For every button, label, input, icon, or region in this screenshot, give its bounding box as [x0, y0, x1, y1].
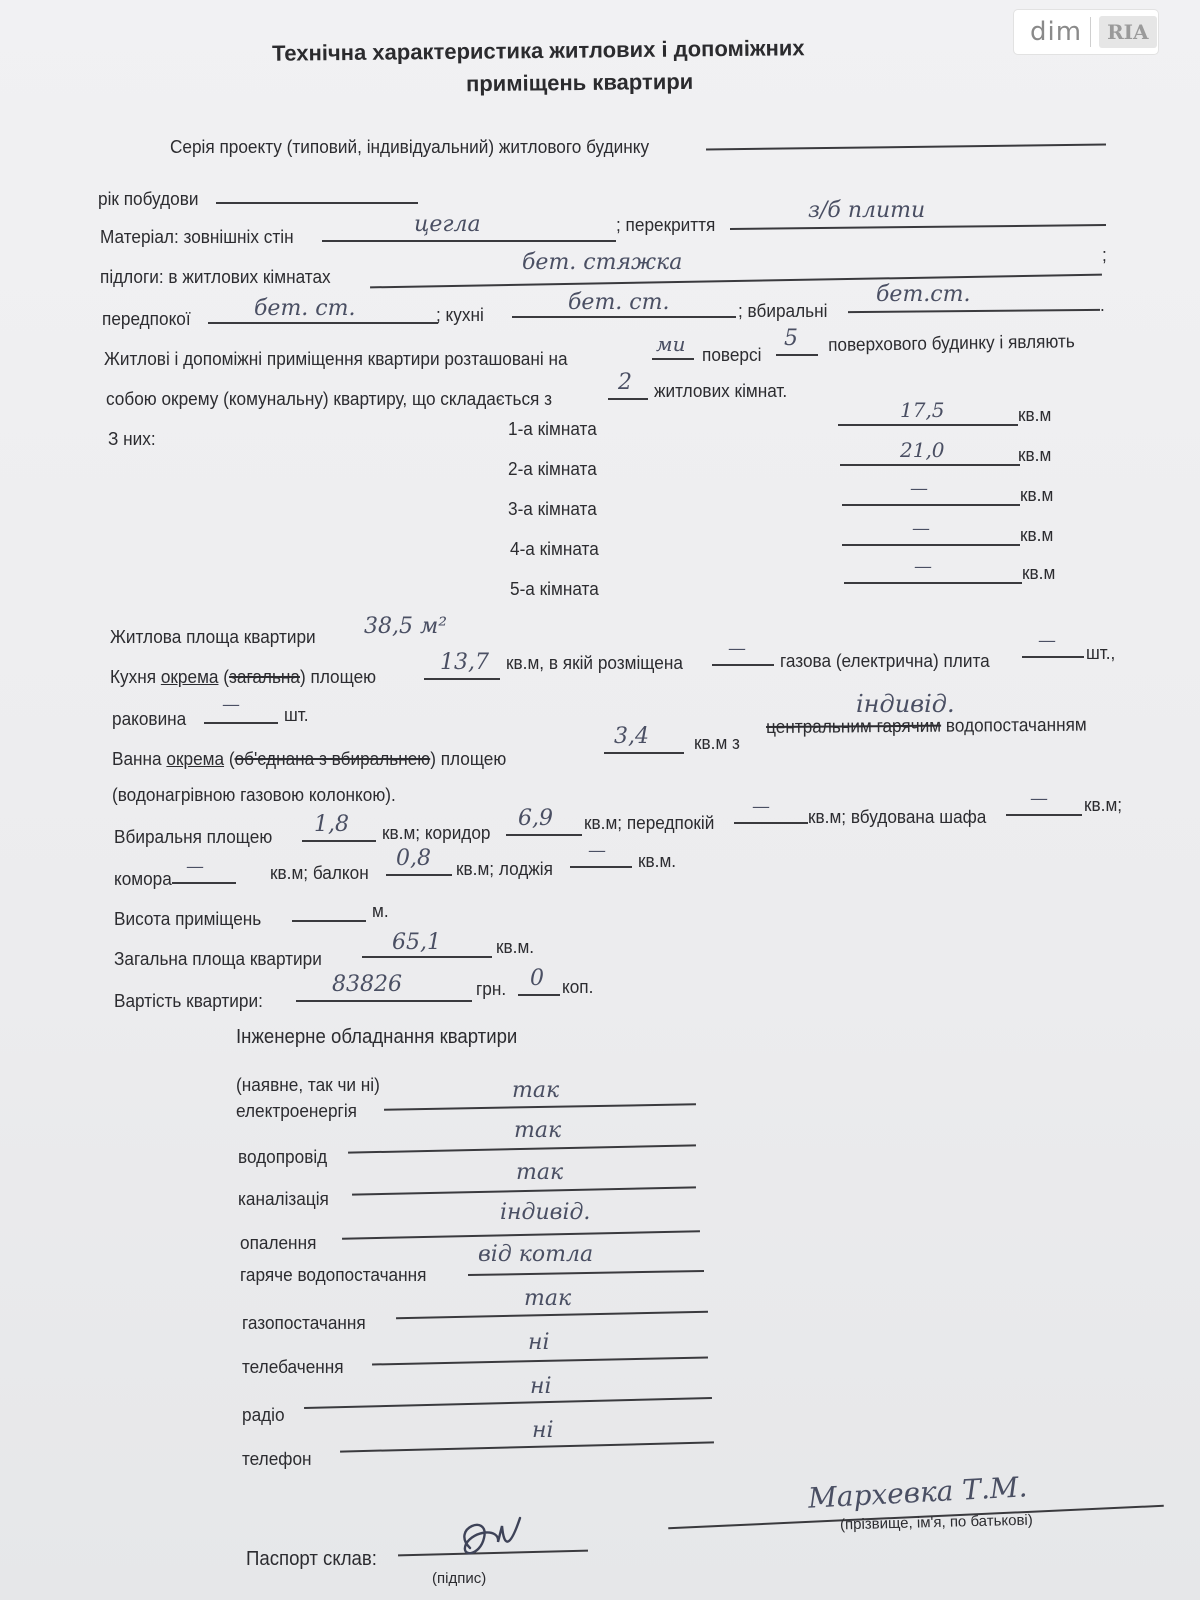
sink-value: — — [222, 694, 240, 715]
engineering-item-radio-line — [304, 1397, 712, 1408]
engineering-item-sewerage-label: каналізація — [238, 1188, 329, 1209]
room-2-value: 21,0 — [900, 438, 945, 462]
pantry-value: — — [186, 856, 204, 877]
rooms-of-them-label: З них: — [108, 428, 156, 449]
room-5-unit: кв.м — [1022, 562, 1056, 583]
living-area-label: Житлова площа квартири — [110, 626, 316, 647]
bath-area-value: 3,4 — [614, 724, 649, 749]
loggia-line — [570, 866, 632, 868]
toilet-area-label: Вбиральня площею — [114, 826, 273, 847]
room-3-unit: кв.м — [1020, 484, 1054, 505]
stove-value: — — [728, 638, 746, 659]
loggia-unit: кв.м. — [638, 850, 677, 871]
rooms-count-line — [608, 398, 648, 400]
document-title-line1: Технічна характеристика житлових і допоміжних — [271, 35, 805, 66]
engineering-item-sewerage-value: так — [516, 1160, 564, 1185]
sink-line — [204, 722, 278, 724]
engineering-item-radio-label: радіо — [242, 1404, 285, 1425]
hall-material-value: бет. ст. — [254, 296, 356, 321]
total-area-line — [362, 956, 492, 958]
ceiling-material-label: ; перекриття — [616, 214, 716, 235]
wardrobe-value: — — [1030, 788, 1048, 809]
engineering-item-phone-label: телефон — [242, 1448, 312, 1469]
engineering-item-tv-line — [372, 1356, 708, 1365]
kitchen-text-1: Кухня окрема (загальна) площею — [110, 666, 377, 687]
signature-caption: (підпис) — [432, 1570, 487, 1587]
floors-material-line — [370, 274, 1102, 288]
kitchen-area-value: 13,7 — [440, 650, 489, 675]
walls-material-label: Матеріал: зовнішніх стін — [100, 226, 294, 247]
engineering-item-tv-value: ні — [528, 1330, 550, 1355]
kitchen-text-4: газова (електрична) плита — [780, 650, 990, 671]
bath-area-line — [604, 752, 684, 754]
compiled-by-label: Паспорт склав: — [246, 1548, 377, 1570]
kitchen-area-prefix: площею — [310, 666, 377, 687]
stove-line — [712, 664, 774, 666]
bath-note-value: індивід. — [856, 690, 955, 718]
bath-text-3: кв.м з — [694, 732, 740, 753]
engineering-item-gas-label: газопостачання — [242, 1312, 366, 1333]
dim-ria-logo[interactable] — [1014, 10, 1158, 54]
engineering-item-hot-water-line — [468, 1270, 704, 1276]
bath-combined-word: об'єднана з вбиральнею — [234, 748, 431, 769]
engineering-item-water-value: так — [514, 1118, 562, 1143]
full-name-value: Мархевка Т.М. — [807, 1470, 1029, 1515]
loggia-label: кв.м; лоджія — [456, 858, 553, 879]
stove-count-line — [1022, 656, 1084, 658]
engineering-item-radio-value: ні — [530, 1374, 552, 1399]
signature-mark — [440, 1508, 530, 1572]
total-area-unit: кв.м. — [496, 936, 535, 957]
cost-kop-line — [518, 994, 560, 996]
engineering-item-electricity-label: електроенергія — [236, 1100, 357, 1121]
room-5-value: — — [914, 556, 932, 577]
room-2-line — [840, 464, 1020, 466]
kitchen-text-5: шт., — [1086, 642, 1116, 663]
engineering-item-water-line — [348, 1144, 696, 1153]
room-2-unit: кв.м — [1018, 444, 1052, 465]
toilet-area-value: 1,8 — [314, 812, 349, 837]
height-line — [292, 920, 366, 922]
hall-area-line — [734, 822, 808, 824]
bath-text-5: (водонагрівною газовою колонкою). — [112, 784, 396, 805]
room-3-line — [842, 504, 1020, 506]
hall-area-label: кв.м; передпокій — [584, 812, 715, 833]
sink-label: раковина — [112, 708, 187, 729]
floors-material-value: бет. стяжка — [522, 250, 683, 275]
room-1-value: 17,5 — [900, 398, 945, 422]
project-series-label: Серія проекту (типовий, індивідуальний) житлового будинку — [170, 136, 650, 157]
wardrobe-label: кв.м; вбудована шафа — [808, 806, 987, 827]
cost-label: Вартість квартири: — [114, 990, 263, 1011]
floors-material-label: підлоги: в житлових кімнатах — [100, 266, 331, 287]
wardrobe-unit: кв.м; — [1084, 794, 1123, 815]
room-1-label: 1-а кімната — [508, 418, 597, 439]
engineering-item-tv-label: телебачення — [242, 1356, 344, 1377]
kitchen-prefix: Кухня — [110, 666, 157, 687]
corridor-line — [506, 834, 582, 836]
kitchen-material-line — [512, 316, 736, 318]
engineering-item-sewerage-line — [352, 1186, 696, 1195]
hall-material-label: передпокої — [102, 308, 191, 329]
pantry-line — [172, 882, 236, 884]
location-text-4: собою окрему (комунальну) квартиру, що складається з — [106, 388, 553, 409]
balcony-value: 0,8 — [396, 846, 431, 871]
cost-kop-unit: коп. — [562, 976, 594, 997]
logo-divider — [1090, 17, 1091, 47]
kitchen-common-word: загальна — [228, 666, 300, 687]
floors-total-line — [776, 354, 818, 356]
cost-line — [296, 1000, 472, 1002]
engineering-item-water-label: водопровід — [238, 1146, 328, 1167]
engineering-item-heating-label: опалення — [240, 1232, 317, 1253]
engineering-item-gas-line — [396, 1311, 708, 1319]
bath-material-end: . — [1100, 294, 1105, 315]
corridor-value: 6,9 — [518, 806, 553, 831]
bath-material-label: ; вбиральні — [738, 300, 828, 321]
total-area-value: 65,1 — [392, 930, 441, 955]
engineering-item-heating-line — [342, 1230, 700, 1239]
engineering-subheading: (наявне, так чи ні) — [236, 1074, 380, 1095]
year-built-label: рік побудови — [98, 188, 199, 209]
rooms-count-value: 2 — [618, 370, 632, 395]
walls-material-value: цегла — [414, 212, 481, 237]
room-1-line — [838, 424, 1018, 426]
room-5-label: 5-а кімната — [510, 578, 599, 599]
engineering-item-gas-value: так — [524, 1286, 572, 1311]
kitchen-material-label: ; кухні — [436, 304, 484, 325]
kitchen-material-value: бет. ст. — [568, 290, 670, 315]
engineering-item-phone-value: ні — [532, 1418, 554, 1443]
kitchen-text-3: кв.м, в якій розміщена — [506, 652, 683, 673]
engineering-item-hot-water-value: від котла — [478, 1242, 594, 1267]
bath-prefix: Ванна — [112, 748, 162, 769]
bath-area-prefix: площею — [440, 748, 507, 769]
location-text-3: поверхового будинку і являють — [828, 330, 1075, 355]
full-name-caption: (прізвище, ім'я, по батькові) — [839, 1511, 1033, 1534]
bath-water-supply-word: водопостачанням — [945, 713, 1087, 736]
room-4-value: — — [912, 518, 930, 539]
engineering-item-heating-value: індивід. — [500, 1200, 591, 1225]
cost-uah-unit: грн. — [476, 978, 507, 999]
bath-material-value: бет.ст. — [876, 282, 971, 307]
bath-central-word: центральним гарячим — [766, 714, 942, 737]
room-1-unit: кв.м — [1018, 404, 1052, 425]
height-unit: м. — [372, 900, 389, 921]
corridor-label: кв.м; коридор — [382, 822, 491, 843]
hall-area-value: — — [752, 796, 770, 817]
ceiling-material-line — [730, 224, 1106, 229]
pantry-label: комора — [114, 868, 172, 889]
engineering-item-electricity-value: так — [512, 1078, 560, 1103]
sink-unit: шт. — [284, 704, 309, 725]
bath-text-1: Ванна окрема (об'єднана з вбиральнею) площею — [112, 748, 507, 769]
ceiling-material-value: з/б плити — [808, 198, 926, 223]
engineering-heading: Інженерне обладнання квартири — [236, 1026, 518, 1048]
height-label: Висота приміщень — [114, 908, 262, 929]
wardrobe-line — [1006, 814, 1082, 816]
stove-count-value: — — [1038, 630, 1056, 651]
kitchen-area-line — [424, 678, 500, 680]
floor-number-line — [652, 358, 694, 360]
total-area-label: Загальна площа квартири — [114, 948, 322, 969]
room-4-line — [842, 544, 1020, 546]
engineering-item-electricity-line — [384, 1103, 696, 1110]
room-2-label: 2-а кімната — [508, 458, 597, 479]
location-text-5: житлових кімнат. — [654, 380, 788, 401]
logo-ria-text: RIA — [1099, 16, 1157, 48]
floors-material-end: ; — [1102, 244, 1107, 265]
floor-number-value: ми — [656, 332, 686, 356]
room-3-label: 3-а кімната — [508, 498, 597, 519]
cost-kop-value: 0 — [530, 966, 544, 991]
floors-total-value: 5 — [784, 326, 798, 351]
location-text-2: поверсі — [702, 344, 762, 365]
engineering-item-phone-line — [340, 1441, 714, 1452]
engineering-item-hot-water-label: гаряче водопостачання — [240, 1264, 427, 1285]
balcony-label: кв.м; балкон — [270, 862, 369, 883]
room-5-line — [844, 582, 1022, 584]
kitchen-separate-word: окрема — [160, 666, 219, 687]
room-4-label: 4-а кімната — [510, 538, 599, 559]
logo-dim-text: dim — [1030, 17, 1083, 47]
room-3-value: — — [910, 478, 928, 499]
balcony-line — [386, 874, 452, 876]
hall-material-line — [208, 322, 438, 324]
year-built-line — [216, 202, 418, 204]
living-area-value: 38,5 м² — [364, 614, 448, 639]
project-series-line — [706, 144, 1106, 150]
loggia-value: — — [588, 840, 606, 861]
toilet-area-line — [302, 840, 376, 842]
location-text-1: Житлові і допоміжні приміщення квартири розташовані на — [104, 348, 568, 369]
bath-material-line — [848, 309, 1100, 313]
document-title-line2: приміщень квартири — [465, 68, 694, 97]
walls-material-line — [322, 240, 616, 242]
room-4-unit: кв.м — [1020, 524, 1054, 545]
cost-value: 83826 — [332, 972, 402, 997]
bath-separate-word: окрема — [166, 748, 225, 769]
